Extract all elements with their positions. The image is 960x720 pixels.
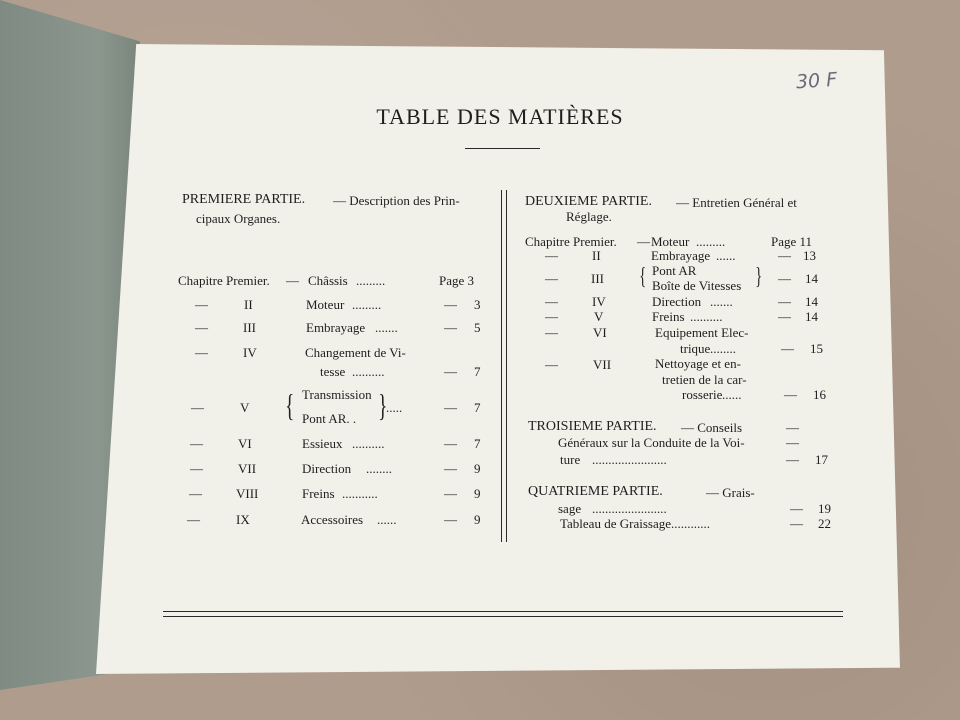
page-dash: — <box>786 452 799 467</box>
leader-dots: .......... <box>352 436 385 451</box>
page-number: 13 <box>803 248 816 263</box>
leader-dots: ...... <box>377 512 397 527</box>
chapter-dash: — <box>195 320 208 335</box>
chapter-number: VI <box>238 436 252 451</box>
part3-heading: TROISIEME PARTIE. <box>528 419 657 434</box>
left-brace: { <box>285 387 295 423</box>
left-brace: { <box>639 264 647 290</box>
chapter-dash: — <box>189 486 202 501</box>
leader-dots: ........ <box>366 461 392 476</box>
chapter-title: Freins <box>652 309 685 324</box>
page-dash: — <box>444 297 457 312</box>
chapter-title: Essieux <box>302 436 343 451</box>
leader-dots: ......... <box>356 273 386 288</box>
page-number: 17 <box>815 452 828 467</box>
chapter-title: Moteur <box>651 234 690 249</box>
chapter-title: Châssis <box>308 273 348 288</box>
book-page <box>96 44 900 674</box>
part1-desc: — Description des Prin- <box>333 193 460 208</box>
leader-dots: ..... <box>386 400 403 415</box>
chapter-title: Nettoyage et en- <box>655 356 741 371</box>
chapter-dash: — <box>286 273 299 288</box>
leader-dots: ........ <box>710 341 736 356</box>
part3-line-3: ture <box>560 452 581 467</box>
page-title: TABLE DES MATIÈRES <box>376 104 624 129</box>
page-number: 9 <box>474 486 481 501</box>
chapter-number: VII <box>238 461 257 476</box>
chapter-dash: — <box>545 248 558 263</box>
page-dash: — <box>444 400 457 415</box>
chapter-number: III <box>591 271 604 286</box>
bottom-rule <box>163 611 843 617</box>
chapter-number: IV <box>243 345 257 360</box>
chapter-dash: — <box>545 294 558 309</box>
page-number: 14 <box>805 294 818 309</box>
page-number: 7 <box>474 400 481 415</box>
part3-dash-1: — <box>786 420 799 435</box>
chapter-title: Equipement Elec- <box>655 325 749 340</box>
leader-dots: ......... <box>696 234 726 249</box>
right-brace: } <box>755 264 763 290</box>
part3-line-2: Généraux sur la Conduite de la Voi- <box>558 435 745 450</box>
page-number: 9 <box>474 512 481 527</box>
leader-dots: ......... <box>352 297 382 312</box>
part4-desc: — Grais- <box>706 485 755 500</box>
chapter-number: Chapitre Premier. <box>178 273 270 288</box>
leader-dots: .......... <box>352 364 385 379</box>
leader-dots: ...... <box>716 248 736 263</box>
chapter-number: V <box>594 309 604 324</box>
page-dash: — <box>444 364 457 379</box>
chapter-title: Embrayage <box>306 320 366 335</box>
page-dash: — <box>444 436 457 451</box>
part4-line-2: sage <box>558 501 582 516</box>
part1-heading: PREMIERE PARTIE. <box>182 192 306 207</box>
part3-dash-2: — <box>786 435 799 450</box>
page-dash: — <box>790 516 803 531</box>
chapter-number: IV <box>592 294 606 309</box>
right-brace: } <box>378 387 388 423</box>
chapter-title-3: rosserie <box>682 387 723 402</box>
chapter-dash: — <box>187 512 200 527</box>
part4-line-3: Tableau de Graissage............ <box>560 516 710 531</box>
part3-desc: — Conseils <box>681 420 743 435</box>
chapter-dash: — <box>190 461 203 476</box>
page-dash: — <box>778 248 791 263</box>
chapter-title: Direction <box>302 461 352 476</box>
chapter-title-2: Pont AR. . <box>302 411 357 426</box>
chapter-number: V <box>240 400 250 415</box>
page-number: 7 <box>474 364 481 379</box>
chapter-title-2: Boîte de Vitesses <box>652 278 742 293</box>
leader-dots: .......... <box>690 309 723 324</box>
chapter-dash: — <box>195 297 208 312</box>
page-number: Page 11 <box>771 234 813 249</box>
page-number: 9 <box>474 461 481 476</box>
page-number: 15 <box>810 341 823 356</box>
chapter-title: Accessoires <box>301 512 364 527</box>
page-number: 22 <box>818 516 831 531</box>
page-number: 16 <box>813 387 826 402</box>
chapter-dash: — <box>545 325 558 340</box>
chapter-dash: — <box>545 271 558 286</box>
page-dash: — <box>781 341 794 356</box>
part1-desc-2: cipaux Organes. <box>196 211 281 226</box>
chapter-title-2: tesse <box>320 364 346 379</box>
chapter-dash: — <box>545 309 558 324</box>
page-dash: — <box>778 271 791 286</box>
chapter-number: Chapitre Premier. <box>525 234 617 249</box>
chapter-number: VI <box>593 325 607 340</box>
chapter-title: Moteur <box>306 297 345 312</box>
page-number: 14 <box>805 271 818 286</box>
leader-dots: ...... <box>722 387 742 402</box>
chapter-dash: — <box>195 345 208 360</box>
leader-dots: ....................... <box>592 452 667 467</box>
chapter-number: VIII <box>236 486 259 501</box>
chapter-dash: — <box>190 436 203 451</box>
part2-desc-2: Réglage. <box>566 209 612 224</box>
page-number: 14 <box>805 309 818 324</box>
chapter-title: Transmission <box>302 387 372 402</box>
page-dash: — <box>444 320 457 335</box>
chapter-title: Freins <box>302 486 335 501</box>
leader-dots: ........... <box>342 486 378 501</box>
page-dash: — <box>444 512 457 527</box>
chapter-title: Embrayage <box>651 248 711 263</box>
page-number: Page 3 <box>439 273 475 288</box>
chapter-title-2: tretien de la car- <box>662 372 747 387</box>
page-number: 3 <box>474 297 481 312</box>
chapter-number: III <box>243 320 256 335</box>
page-number: 7 <box>474 436 481 451</box>
leader-dots: ....... <box>375 320 398 335</box>
part2-desc: — Entretien Général et <box>676 195 797 210</box>
page-dash: — <box>444 461 457 476</box>
page-dash: — <box>784 387 797 402</box>
page-dash: — <box>444 486 457 501</box>
chapter-number: II <box>244 297 253 312</box>
chapter-dash: — <box>637 234 650 249</box>
title-underline <box>465 148 540 149</box>
page-dash: — <box>778 294 791 309</box>
chapter-title: Pont AR <box>652 263 697 278</box>
chapter-dash: — <box>191 400 204 415</box>
chapter-number: IX <box>236 512 250 527</box>
page-dash: — <box>778 309 791 324</box>
part2-heading: DEUXIEME PARTIE. <box>525 194 652 209</box>
chapter-dash: — <box>545 357 558 372</box>
column-divider <box>501 190 507 542</box>
chapter-number: II <box>592 248 601 263</box>
chapter-number: VII <box>593 357 612 372</box>
leader-dots: ....................... <box>592 501 667 516</box>
chapter-title-2: trique <box>680 341 711 356</box>
page-dash: — <box>790 501 803 516</box>
page-number: 19 <box>818 501 831 516</box>
part4-heading: QUATRIEME PARTIE. <box>528 484 663 499</box>
leader-dots: ....... <box>710 294 733 309</box>
page-number: 5 <box>474 320 481 335</box>
chapter-title: Changement de Vi- <box>305 345 406 360</box>
handwritten-price: 30 F <box>795 68 838 94</box>
chapter-title: Direction <box>652 294 702 309</box>
